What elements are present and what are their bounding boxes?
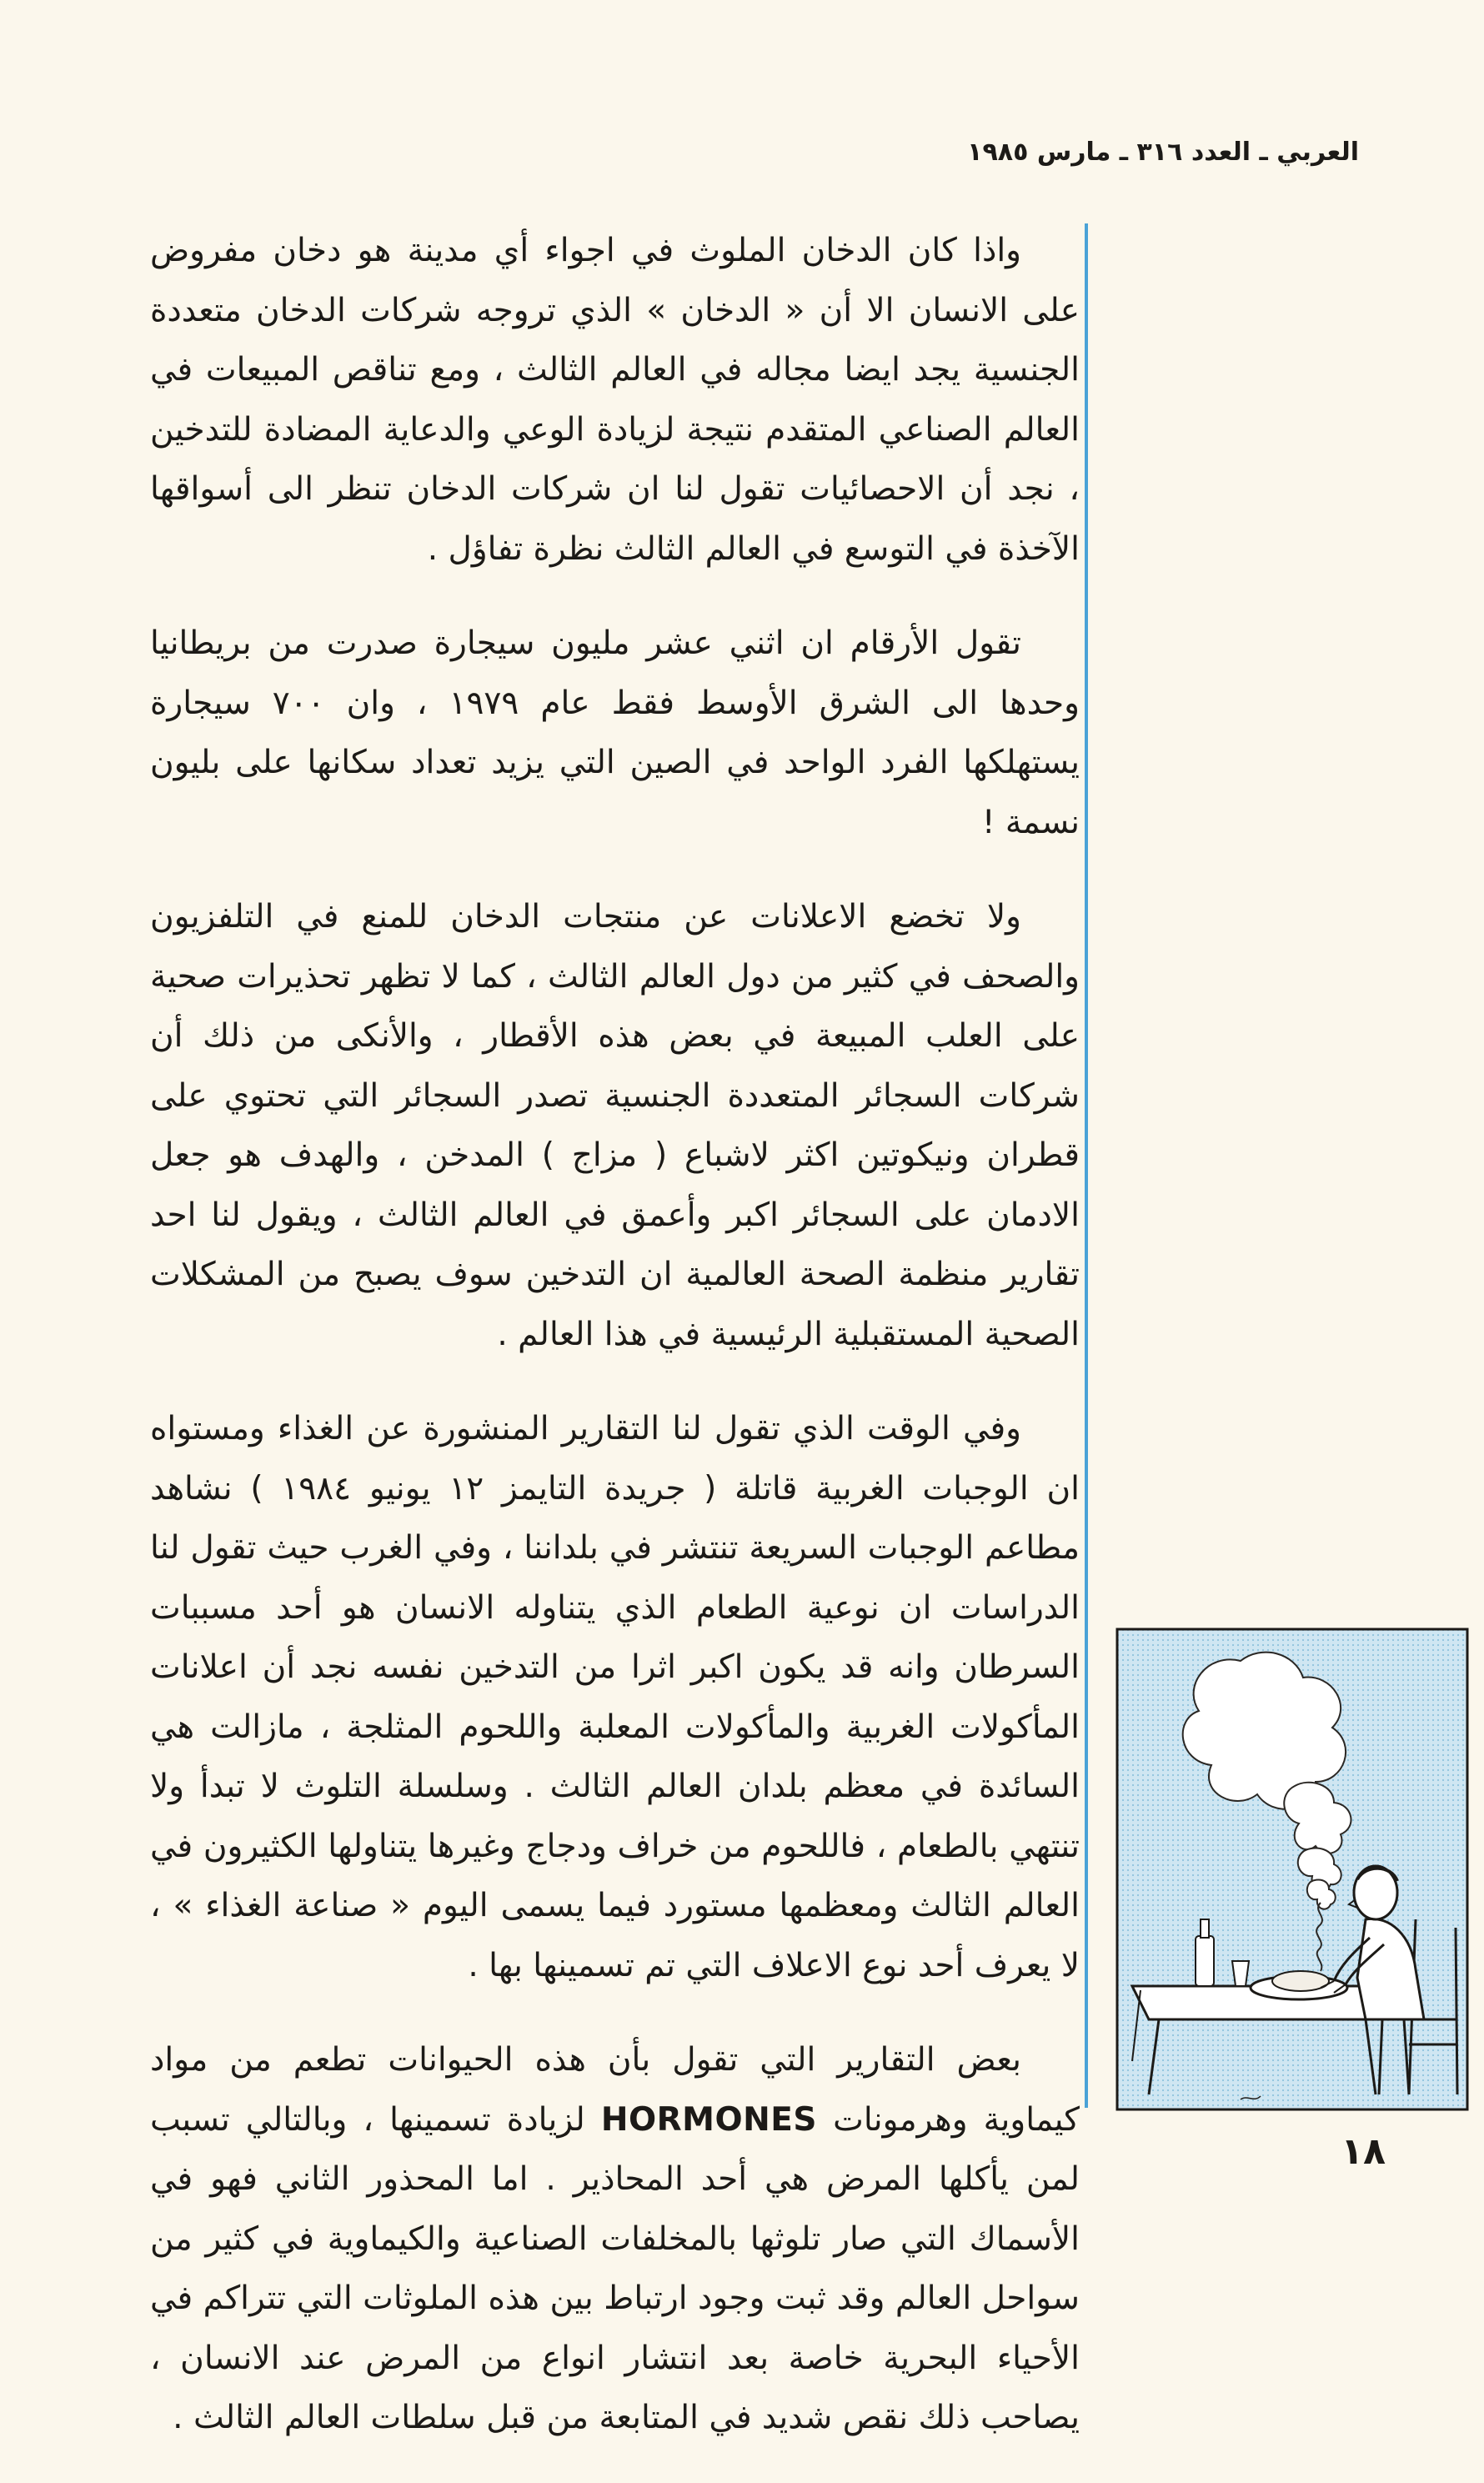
paragraph-5-after: لزيادة تسمينها ، وبالتالي تسبب لمن يأكلها المرض هي أحد المحاذير . اما المحذور الثاني فهو في الأسماك التي صار تلوثها بالمخلفات الصناعية والكيماوية في كثير من سواحل العالم وقد ثبت وجود ارتباط بين هذه الملوثات التي تتراكم في الأحياء البحرية خاصة بعد انتشار انواع من المرض عند الانسان ، يصاحب ذلك نقص شديد في المتابعة من قبل سلطات العالم الثالث .: [150, 2100, 1080, 2436]
article-paragraph-5: [150, 2030, 1080, 2448]
hormones-term: HORMONES: [600, 2100, 818, 2139]
article-body: [150, 221, 1080, 2483]
article-paragraph-4: وفي الوقت الذي تقول لنا التقارير المنشورة عن الغذاء ومستواه ان الوجبات الغربية قاتلة ( جريدة التايمز ١٢ يونيو ١٩٨٤ ) نشاهد مطاعم الوجبات السريعة تنتشر في بلداننا ، وفي الغرب حيث تقول لنا الدراسات ان نوعية الطعام الذي يتناوله الانسان هو أحد مسببات السرطان وانه قد يكون اكبر اثرا من التدخين نفسه نجد أن اعلانات المأكولات الغربية والمأكولات المعلبة واللحوم المثلجة ، مازالت هي السائدة في معظم بلدان العالم الثالث . وسلسلة التلوث لا تبدأ ولا تنتهي بالطعام ، فاللحوم من خراف ودجاج وغيرها يتناولها الكثيرون في العالم الثالث ومعظمها مستورد فيما يسمى اليوم « صناعة الغذاء » ، لا يعرف أحد نوع الاعلاف التي تم تسمينها بها .: [150, 1410, 1080, 1984]
article-paragraph-2: تقول الأرقام ان اثني عشر مليون سيجارة صدرت من بريطانيا وحدها الى الشرق الأوسط فقط عام ١٩٧٩ ، وان ٧٠٠ سيجارة يستهلكها الفرد الواحد في الصين التي يزيد تعداد سكانها على بليون نسمة !: [150, 625, 1080, 841]
running-header: العربي ـ العدد ٣١٦ ـ مارس ١٩٨٥: [967, 138, 1359, 167]
article-paragraph-3: ولا تخضع الاعلانات عن منتجات الدخان للمنع في التلفزيون والصحف في كثير من دول العالم الثالث ، كما لا تظهر تحذيرات صحية على العلب المبيعة في بعض هذه الأقطار ، والأنكى من ذلك أن شركات السجائر المتعددة الجنسية تصدر السجائر التي تحتوي على قطران ونيكوتين اكثر لاشباع ( مزاج ) المدخن ، والهدف هو جعل الادمان على السجائر اكبر وأعمق في العالم الثالث ، ويقول لنا احد تقارير منظمة الصحة العالمية ان التدخين سوف يصبح من المشكلات الصحية المستقبلية الرئيسية في هذا العالم .: [150, 898, 1080, 1353]
page-number: ١٨: [1341, 2130, 1386, 2173]
article-paragraph-1: واذا كان الدخان الملوث في اجواء أي مدينة هو دخان مفروض على الانسان الا أن « الدخان » الذي تروجه شركات الدخان متعددة الجنسية يجد ايضا مجاله في العالم الثالث ، ومع تناقص المبيعات في العالم الصناعي المتقدم نتيجة لزيادة الوعي والدعاية المضادة للتدخين ، نجد أن الاحصائيات تقول لنا ان شركات الدخان تنظر الى أسواقها الآخذة في التوسع في العالم الثالث نظرة تفاؤل .: [150, 232, 1080, 568]
column-divider-rule: [1085, 223, 1088, 2108]
smoking-diner-cartoon-icon: [1116, 1628, 1469, 2111]
paragraph-5-before: بعض التقارير التي تقول بأن هذه الحيوانات تطعم من مواد كيماوية وهرمونات: [150, 2041, 1080, 2139]
